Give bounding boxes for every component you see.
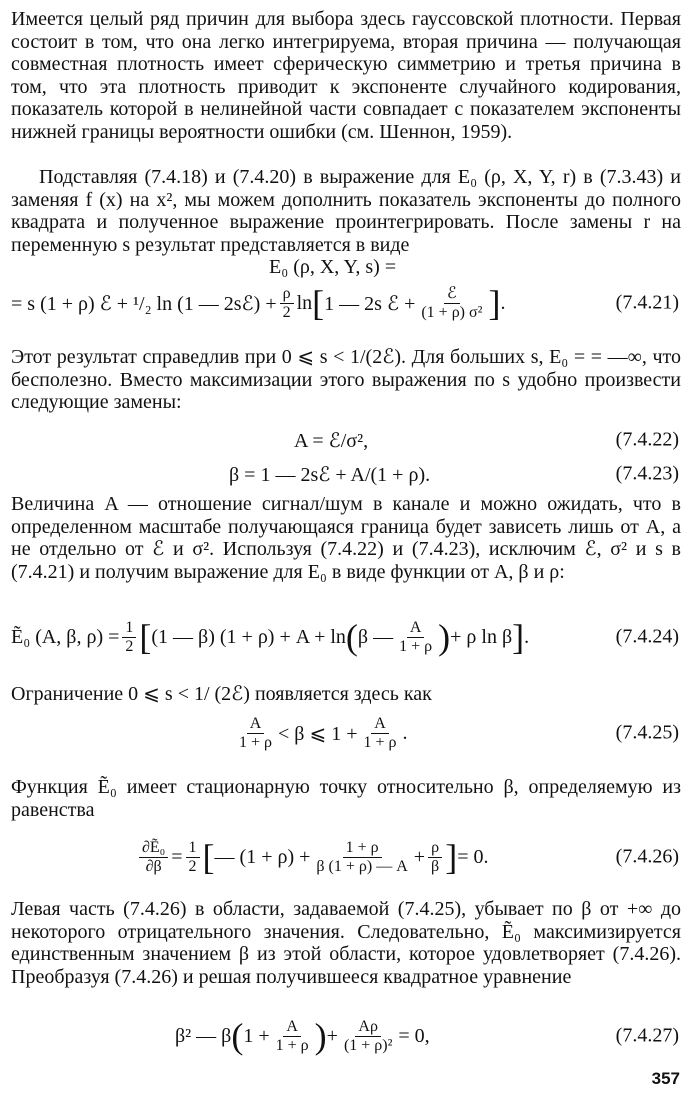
- equation-text: ln: [296, 291, 313, 314]
- numerator: Aρ: [355, 1018, 381, 1037]
- denominator: 1 + ρ: [363, 733, 397, 751]
- numerator: 1: [186, 839, 200, 858]
- paragraph-constraint: Ограничение 0 ⩽ s < 1/ (2ℰ) появляется здесь как: [11, 683, 432, 705]
- equation-text: — (1 + ρ) +: [214, 845, 311, 868]
- equation-7-4-23: [11, 460, 687, 488]
- equation-number: (7.4.24): [615, 625, 679, 648]
- equation-text: β = 1 — 2sℰ + A/(1 + ρ).: [229, 463, 431, 486]
- equation-7-4-22: [11, 426, 687, 454]
- equation-number: (7.4.26): [615, 845, 679, 868]
- equation-text: =: [171, 845, 183, 868]
- equation-text: (1 — β) (1 + ρ) + A + ln: [151, 625, 346, 648]
- paragraph-gaussian-reasons: Имеется целый ряд причин для выбора здесь гауссовской плотности. Первая состоит в том, что она легко интегрируема, вторая причина — получающая совместная плотность имеет сферическую симметрию и третья причина в том, что эта плотность приводит к экспоненте случайного кодирования, показатель которой в нелинейной части совпадает с показателем экспоненты нижней границы вероятности ошибки (см. Шеннон, 1959).: [11, 8, 681, 143]
- equation-text: = s (1 + ρ) ℰ + ¹/₂ ln (1 — 2sℰ) +: [11, 292, 277, 315]
- denominator: 1 + ρ: [275, 1036, 309, 1054]
- denominator: 2: [188, 857, 197, 875]
- equation-number: (7.4.25): [615, 721, 679, 744]
- equation-text: β² — β: [175, 1024, 232, 1047]
- equation-7-4-26: [11, 832, 687, 882]
- bracket: ): [314, 1016, 327, 1056]
- equation-text: 1 +: [243, 1024, 270, 1047]
- bracket: ): [438, 617, 451, 657]
- equation-7-4-21: = s (1 + ρ) ℰ + ¹/₂ ln (1 — 2sℰ) + $\frac{\rho}{2}$ ln [ 1 — 2s ℰ + $\frac{\text{ℰ}}{\text{(1 + ρ) σ²}}$ ] . (7.4.21): [11, 283, 679, 323]
- denominator: (1 + ρ)²: [343, 1036, 393, 1054]
- numerator: A: [407, 619, 425, 638]
- equation-7-4-24: Ẽ₀ (A, β, ρ) = $\frac{1}{2}$ [ (1 — β) (1 + ρ) + A + ln ( β — $\frac{A}{1 + \rho}$ ) + ρ ln β ] . (7.4.24): [11, 617, 679, 657]
- fraction: [186, 839, 200, 876]
- equation-7-4-27: [11, 1012, 687, 1060]
- denominator: β (1 + ρ) — A: [316, 857, 408, 875]
- equation-number: (7.4.23): [615, 462, 679, 485]
- paragraph-validity: Этот результат справедлив при 0 ⩽ s < 1/(2ℰ). Для больших s, E₀ = = —∞, что бесполезно. Вместо максимизации этого выражения по s удобно произвести следующие замены:: [11, 346, 681, 413]
- bracket: [: [139, 617, 152, 657]
- equation-text: = 0,: [398, 1024, 430, 1047]
- denominator: 2: [125, 637, 134, 655]
- equation-7-4-25: [11, 710, 687, 756]
- numerator: 1 + ρ: [343, 839, 382, 858]
- equation-text: β —: [357, 625, 394, 648]
- bracket: (: [345, 617, 358, 657]
- numerator: ρ: [428, 839, 442, 858]
- bracket: [: [312, 283, 325, 323]
- bracket: ]: [488, 283, 501, 323]
- equation-7-4-21-line1: [11, 254, 687, 280]
- denominator: (1 + ρ) σ²: [421, 303, 483, 321]
- paragraph-left-part: Левая часть (7.4.26) в области, задаваемой (7.4.25), убывает по β от +∞ до некоторого отрицательного значения. Следовательно, Ẽ₀ максимизируется единственным значением β из этой области, которое удовлетворяет (7.4.26). Преобразуя (7.4.26) и решая получившееся квадратное уравнение: [11, 898, 681, 988]
- equation-text: 1 — 2s ℰ +: [324, 292, 416, 315]
- fraction: [122, 619, 136, 656]
- denominator: 2: [282, 303, 291, 321]
- paragraph-stationary-point: Функция Ẽ₀ имеет стационарную точку относительно β, определяемую из равенства: [11, 776, 681, 821]
- denominator: 1 + ρ: [239, 733, 273, 751]
- numerator: A: [247, 715, 265, 734]
- equation-text: < β ⩽ 1 +: [278, 722, 358, 745]
- bracket: (: [231, 1016, 244, 1056]
- equation-text: = 0.: [457, 845, 489, 868]
- fraction: [418, 285, 485, 322]
- fraction: [341, 1018, 395, 1055]
- bracket: ]: [445, 837, 458, 877]
- numerator: ρ: [280, 285, 294, 304]
- fraction: [428, 839, 442, 876]
- numerator: 1: [122, 619, 136, 638]
- fraction: [236, 715, 275, 752]
- paragraph-snr: Величина A — отношение сигнал/шум в канале и можно ожидать, что в определенном масштабе получающаяся граница будет зависеть лишь от A, а не отдельно от ℰ и σ². Используя (7.4.22) и (7.4.23), исключим ℰ, σ² и s в (7.4.21) и получим выражение для E₀ в виде функции от A, β и ρ:: [11, 493, 681, 583]
- fraction: [273, 1018, 312, 1055]
- denominator: β: [431, 857, 440, 875]
- numerator: A: [283, 1018, 301, 1037]
- equation-number: (7.4.27): [615, 1024, 679, 1047]
- fraction: [313, 839, 410, 876]
- fraction: [280, 285, 294, 322]
- equation-number: (7.4.22): [615, 428, 679, 451]
- equation-text: .: [402, 721, 408, 744]
- fraction: [139, 839, 168, 876]
- equation-text: + ρ ln β: [450, 625, 513, 648]
- fraction: [396, 619, 435, 656]
- equation-text: +: [326, 1024, 338, 1047]
- equation-text: +: [413, 845, 426, 868]
- bracket: ]: [512, 617, 525, 657]
- equation-text: Ẽ₀ (A, β, ρ) =: [11, 625, 120, 648]
- denominator: ∂β: [145, 857, 162, 875]
- bracket: [: [202, 837, 215, 877]
- equation-text: A = ℰ/σ²,: [294, 429, 369, 452]
- page-number: 357: [651, 1069, 680, 1088]
- equation-text: E₀ (ρ, X, Y, s) =: [269, 255, 397, 278]
- numerator: A: [371, 715, 389, 734]
- denominator: 1 + ρ: [399, 637, 433, 655]
- fraction: [361, 715, 400, 752]
- paragraph-substitution: Подставляя (7.4.18) и (7.4.20) в выражение для E₀ (ρ, X, Y, r) в (7.3.43) и заменяя f (x) на x², мы можем дополнить показатель экспоненты до полного квадрата и полученное выражение проинтегрировать. После замены r на переменную s результат представляется в виде: [11, 166, 681, 256]
- numerator: ℰ: [444, 285, 460, 304]
- equation-number: (7.4.21): [615, 291, 679, 314]
- numerator: ∂Ẽ₀: [139, 839, 168, 858]
